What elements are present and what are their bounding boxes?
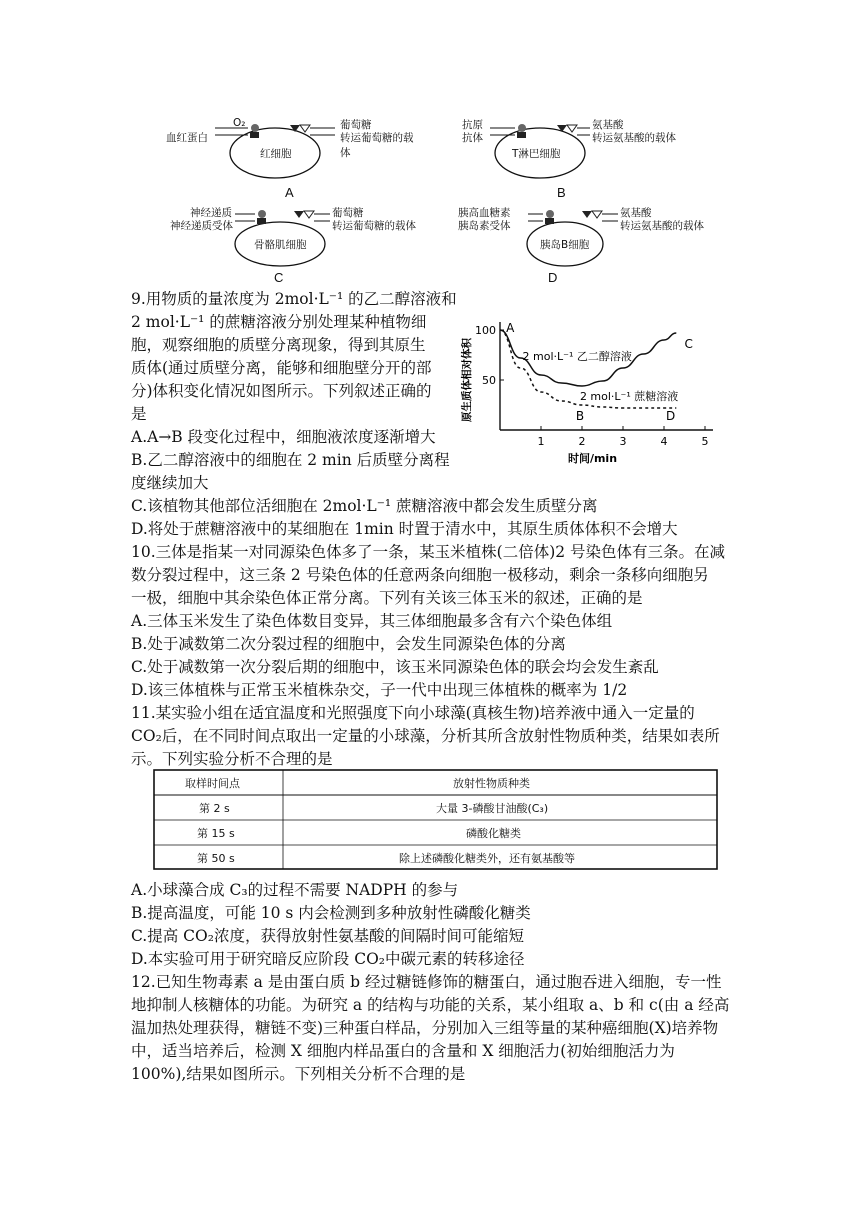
left-bottom-label: 胰岛素受体 [458,220,511,232]
left-bottom-label: 抗体 [462,132,483,144]
q9-line: 是 [131,405,147,423]
cell-name: T淋巴细胞 [512,148,561,160]
q10-line: 数分裂过程中，这三条 2 号染色体的任意两条向细胞一极移动，剩余一条移向细胞另 [131,566,709,584]
results-table [153,769,718,870]
q11-option-a: A.小球藻合成 C₃的过程不需要 NADPH 的参与 [131,881,459,899]
left-bottom-label: 神经递质受体 [170,220,233,232]
table-cell: 除上述磷酸化糖类外，还有氨基酸等 [399,852,575,865]
table-cell: 大量 3-磷酸甘油酸(C₃) [436,802,549,815]
left-top-label: 胰高血糖素 [458,207,511,219]
q11-line: 示。下列实验分析不合理的是 [131,750,333,768]
point-label-c: C [684,337,693,351]
membrane-diagram-B [460,108,720,203]
series-label-1: 2 mol·L⁻¹ 乙二醇溶液 [522,350,632,363]
diagram-letter: C [274,270,284,285]
q9-option-b-cont: 度继续加大 [131,474,209,492]
series-label-2: 2 mol·L⁻¹ 蔗糖溶液 [579,390,679,403]
q9-option-d: D.将处于蔗糖溶液中的某细胞在 1min 时置于清水中，其原生质体体积不会增大 [131,520,678,538]
q11-line: 11.某实验小组在适宜温度和光照强度下向小球藻(真核生物)培养液中通入一定量的 [131,704,695,722]
point-label-a: A [506,321,515,335]
y-tick-label: 100 [475,324,496,337]
cell-name: 骨骼肌细胞 [254,239,307,251]
x-tick-label: 2 [578,435,586,448]
q9-line: 质体(通过质壁分离，能够和细胞壁分开的部 [131,359,432,377]
x-tick-label: 5 [701,435,709,448]
q10-option-c: C.处于减数第一次分裂后期的细胞中，该玉米同源染色体的联会均会发生紊乱 [131,658,659,676]
x-tick-label: 4 [660,435,668,448]
q9-line: 9.用物质的量浓度为 2mol·L⁻¹ 的乙二醇溶液和 [131,290,457,308]
q9-line: 分)体积变化情况如图所示。下列叙述正确的 [131,382,432,400]
q10-option-b: B.处于减数第二次分裂过程的细胞中，会发生同源染色体的分离 [131,635,566,653]
table-cell: 第 50 s [197,852,235,865]
table-header: 放射性物质种类 [453,777,530,790]
protoplast-volume-chart [455,290,725,470]
x-tick-label: 1 [537,435,545,448]
cell-name: 胰岛B细胞 [540,239,590,251]
point-label-b: B [575,409,585,423]
q9-line: 2 mol·L⁻¹ 的蔗糖溶液分别处理某种植物细 [131,313,427,331]
diagram-letter: B [557,185,566,200]
q12-line: 温加热处理获得，糖链不变)三种蛋白样品，分别加入三组等量的某种癌细胞(X)培养物 [131,1019,719,1037]
y-tick-label: 50 [482,374,496,387]
right-bottom-label: 转运葡萄糖的载体 [332,220,416,232]
table-cell: 磷酸化糖类 [466,827,521,840]
q12-line: 100%),结果如图所示。下列相关分析不合理的是 [131,1065,466,1083]
membrane-diagram-C [170,200,450,290]
point-label-d: D [666,409,676,423]
y-axis-title: 原生质体相对体积 [461,338,473,422]
cell-name: 红细胞 [260,148,292,160]
right-bottom-label: 转运氨基酸的载体 [620,220,704,232]
right-top-label: 葡萄糖 [340,119,372,131]
q11-option-d: D.本实验可用于研究暗反应阶段 CO₂中碳元素的转移途径 [131,950,525,968]
q12-line: 12.已知生物毒素 a 是由蛋白质 b 经过糖链修饰的糖蛋白，通过胞吞进入细胞，专一性 [131,973,722,991]
table-cell: 第 15 s [197,827,235,840]
table-cell: 第 2 s [199,802,230,815]
left-bottom-label: 血红蛋白 [166,132,208,144]
diagram-letter: D [548,270,558,285]
right-top-label: 氨基酸 [620,207,652,219]
left-top-label: 抗原 [462,119,483,131]
right-bottom-label: 转运氨基酸的载体 [592,132,676,144]
q9-option-b: B.乙二醇溶液中的细胞在 2 min 后质壁分离程 [131,451,450,469]
cell-shape [460,108,720,203]
diagram-letter: A [285,185,294,200]
q10-option-d: D.该三体植株与正常玉米植株杂交，子一代中出现三体植株的概率为 1/2 [131,681,628,699]
q9-option-c: C.该植物其他部位活细胞在 2mol·L⁻¹ 蔗糖溶液中都会发生质壁分离 [131,497,598,515]
left-top-label: 神经递质 [190,207,232,219]
left-top-label: O₂ [233,117,246,129]
table-header: 取样时间点 [185,777,240,790]
membrane-diagram-A [160,108,420,203]
q10-line: 10.三体是指某一对同源染色体多了一条，某玉米植株(二倍体)2 号染色体有三条。在减 [131,543,726,561]
q11-option-b: B.提高温度，可能 10 s 内会检测到多种放射性磷酸化糖类 [131,904,531,922]
x-tick-label: 3 [619,435,627,448]
q12-line: 地抑制人核糖体的功能。为研究 a 的结构与功能的关系，某小组取 a、b 和 c(由 a 经高 [131,996,730,1014]
right-top-label: 葡萄糖 [332,207,364,219]
q10-line: 一极，细胞中其余染色体正常分离。下列有关该三体玉米的叙述，正确的是 [131,589,643,607]
x-axis-title: 时间/min [567,452,618,465]
right-top-label: 氨基酸 [592,119,624,131]
membrane-diagram-D [458,200,730,290]
q9-option-a: A.A→B 段变化过程中，细胞液浓度逐渐增大 [131,428,436,446]
q11-option-c: C.提高 CO₂浓度，获得放射性氨基酸的间隔时间可能缩短 [131,927,524,945]
q10-option-a: A.三体玉米发生了染色体数目变异，其三体细胞最多含有六个染色体组 [131,612,613,630]
q11-line: CO₂后，在不同时间点取出一定量的小球藻，分析其所含放射性物质种类，结果如表所 [131,727,720,745]
right-bottom-label: 转运葡萄糖的载体 [340,132,414,159]
q9-line: 胞，观察细胞的质壁分离现象，得到其原生 [131,336,426,354]
q12-line: 中，适当培养后，检测 X 细胞内样品蛋白的含量和 X 细胞活力(初始细胞活力为 [131,1042,675,1060]
